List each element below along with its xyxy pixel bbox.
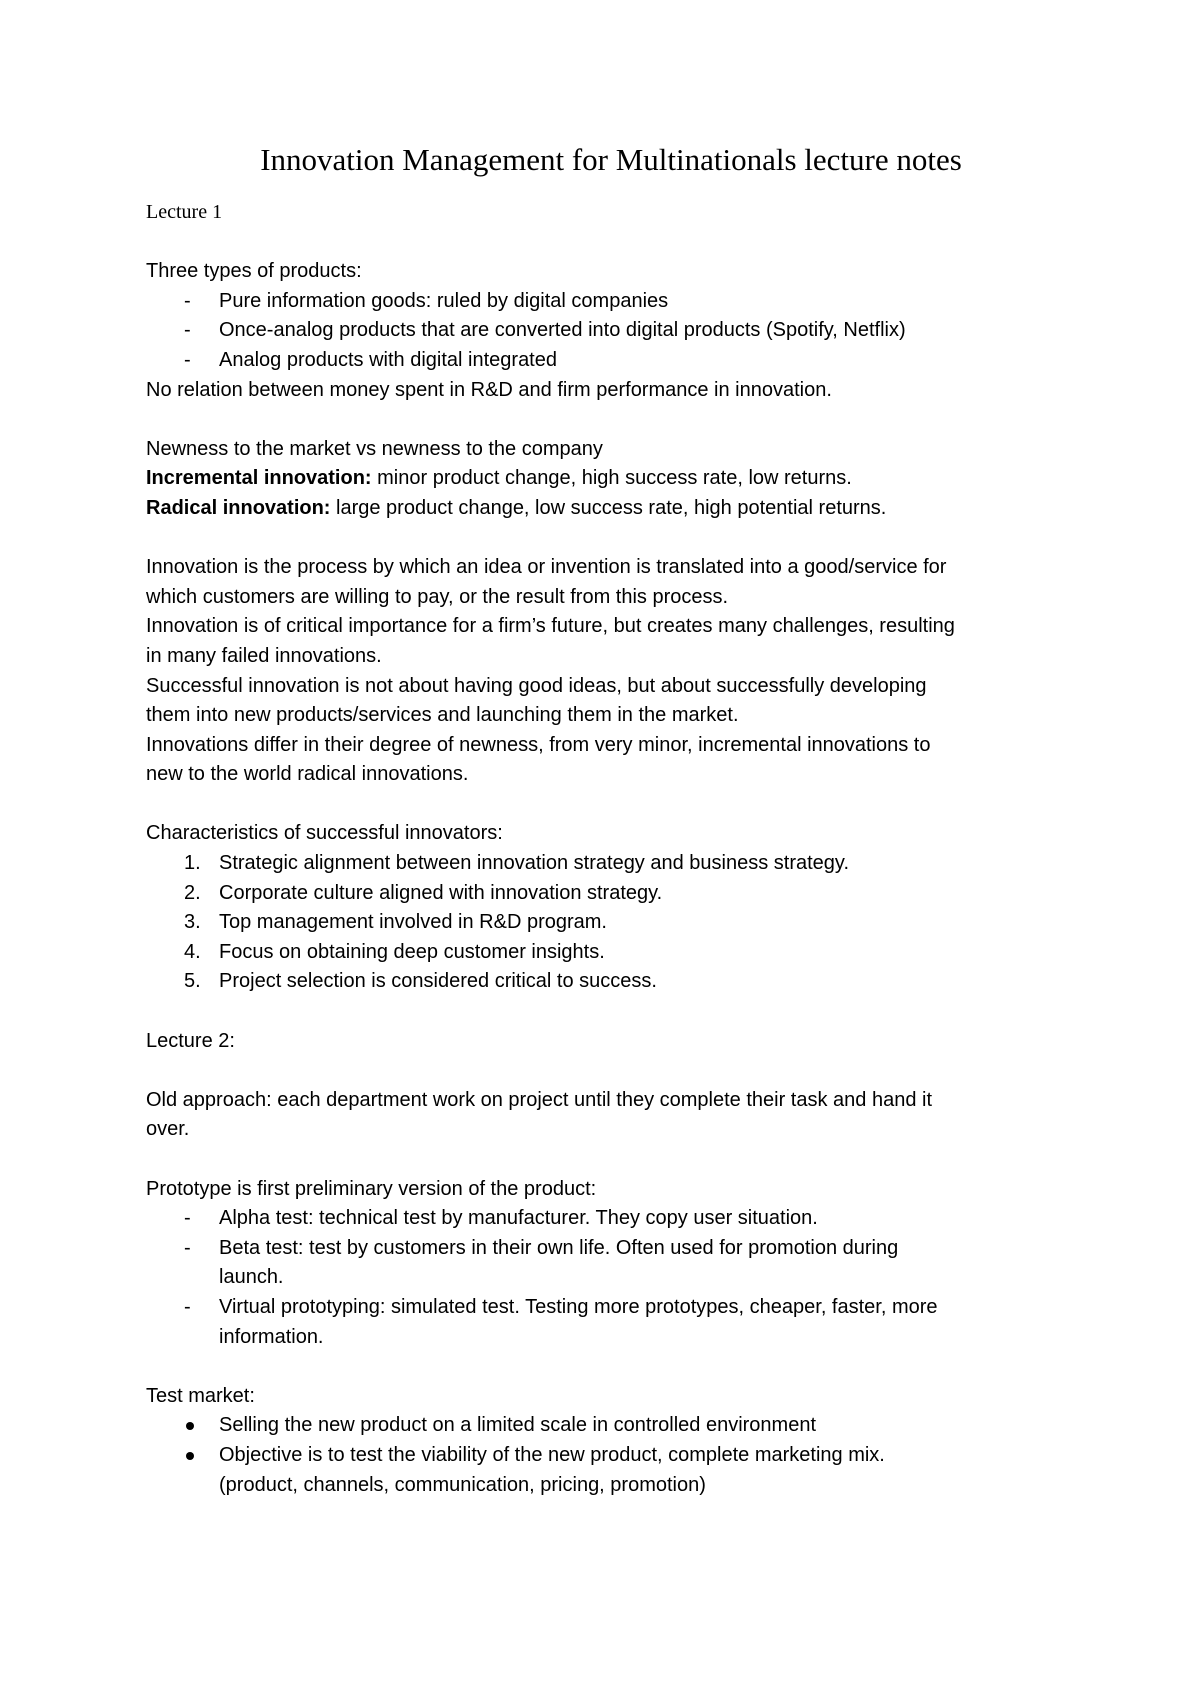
list-item-text: Focus on obtaining deep customer insights. <box>219 940 605 963</box>
dash-marker: - <box>184 1207 191 1230</box>
paragraph-line: new to the world radical innovations. <box>146 763 469 786</box>
list-item-text: Corporate culture aligned with innovation strategy. <box>219 881 663 904</box>
spacer <box>146 997 1076 1027</box>
products-intro: Three types of products: <box>146 260 362 283</box>
spacer <box>146 405 1076 435</box>
bullet-marker <box>186 1452 194 1460</box>
number-marker: 5. <box>184 970 201 993</box>
list-item-text: information. <box>219 1325 324 1348</box>
incremental-term: Incremental innovation: <box>146 467 372 490</box>
dash-marker: - <box>184 348 191 371</box>
list-item <box>146 1441 1076 1500</box>
paragraph-line: Old approach: each department work on project until they complete their task and hand it <box>146 1088 933 1111</box>
paragraph-line: Innovation is of critical importance for a firm’s future, but creates many challenges, resulting <box>146 615 955 638</box>
radical-definition <box>146 494 1076 524</box>
list-item-text: Pure information goods: ruled by digital companies <box>219 289 669 312</box>
incremental-definition <box>146 464 1076 494</box>
spacer <box>146 790 1076 820</box>
list-item <box>146 287 1076 317</box>
list-item-text: Virtual prototyping: simulated test. Testing more prototypes, cheaper, faster, more <box>219 1295 938 1318</box>
lecture-1-heading: Lecture 1 <box>146 201 223 223</box>
dash-marker: - <box>184 1295 191 1318</box>
list-item-text: Beta test: test by customers in their own life. Often used for promotion during <box>219 1236 899 1259</box>
radical-text: large product change, low success rate, high potential returns. <box>330 496 887 519</box>
old-approach-paragraph <box>146 1086 1076 1145</box>
list-item <box>146 938 1076 968</box>
spacer <box>146 1056 1076 1086</box>
spacer <box>146 1145 1076 1175</box>
prototype-intro: Prototype is first preliminary version of the product: <box>146 1177 597 1200</box>
incremental-text: minor product change, high success rate, low returns. <box>371 467 852 490</box>
characteristics-intro: Characteristics of successful innovators: <box>146 822 503 845</box>
list-item <box>146 346 1076 376</box>
paragraph-line: Innovation is the process by which an idea or invention is translated into a good/service for <box>146 556 947 579</box>
paragraph-line: which customers are willing to pay, or the result from this process. <box>146 585 729 608</box>
products-list <box>146 287 1076 376</box>
radical-term: Radical innovation: <box>146 496 331 519</box>
list-item <box>146 967 1076 997</box>
list-item-text: Strategic alignment between innovation strategy and business strategy. <box>219 852 849 875</box>
spacer <box>146 228 1076 258</box>
list-item-text: Once-analog products that are converted into digital products (Spotify, Netflix) <box>219 319 906 342</box>
number-marker: 2. <box>184 881 201 904</box>
no-relation-note: No relation between money spent in R&D and firm performance in innovation. <box>146 378 832 401</box>
bullet-marker <box>186 1422 194 1430</box>
spacer <box>146 524 1076 554</box>
list-item-text: Analog products with digital integrated <box>219 348 557 371</box>
dash-marker: - <box>184 289 191 312</box>
number-marker: 3. <box>184 911 201 934</box>
list-item <box>146 1234 1076 1293</box>
list-item <box>146 1293 1076 1352</box>
list-item-text: Project selection is considered critical to success. <box>219 970 657 993</box>
page-title: Innovation Management for Multinationals lecture notes <box>260 142 962 177</box>
dash-marker: - <box>184 319 191 342</box>
list-item-text: Alpha test: technical test by manufacturer. They copy user situation. <box>219 1207 818 1230</box>
document-body <box>146 140 1076 1500</box>
paragraph-line: Innovations differ in their degree of newness, from very minor, incremental innovations to <box>146 733 931 756</box>
paragraph-line: them into new products/services and launching them in the market. <box>146 704 739 727</box>
list-item <box>146 879 1076 909</box>
list-item-text: Top management involved in R&D program. <box>219 911 607 934</box>
prototype-list <box>146 1204 1076 1352</box>
list-item-text: Selling the new product on a limited scale in controlled environment <box>219 1414 817 1437</box>
innovation-paragraph <box>146 553 1076 790</box>
spacer <box>146 1352 1076 1382</box>
paragraph-line: Successful innovation is not about having good ideas, but about successfully developing <box>146 674 927 697</box>
lecture-2-heading: Lecture 2: <box>146 1029 235 1052</box>
test-market-intro: Test market: <box>146 1384 255 1407</box>
list-item-text: (product, channels, communication, pricing, promotion) <box>219 1473 706 1496</box>
test-market-list <box>146 1411 1076 1500</box>
list-item <box>146 1204 1076 1234</box>
list-item <box>146 908 1076 938</box>
list-item-text: Objective is to test the viability of the new product, complete marketing mix. <box>219 1443 885 1466</box>
list-item <box>146 849 1076 879</box>
paragraph-line: over. <box>146 1118 190 1141</box>
paragraph-line: in many failed innovations. <box>146 644 382 667</box>
list-item-text: launch. <box>219 1266 284 1289</box>
newness-line: Newness to the market vs newness to the company <box>146 437 603 460</box>
list-item <box>146 316 1076 346</box>
list-item <box>146 1411 1076 1441</box>
characteristics-list <box>146 849 1076 997</box>
number-marker: 1. <box>184 852 201 875</box>
dash-marker: - <box>184 1236 191 1259</box>
number-marker: 4. <box>184 940 201 963</box>
